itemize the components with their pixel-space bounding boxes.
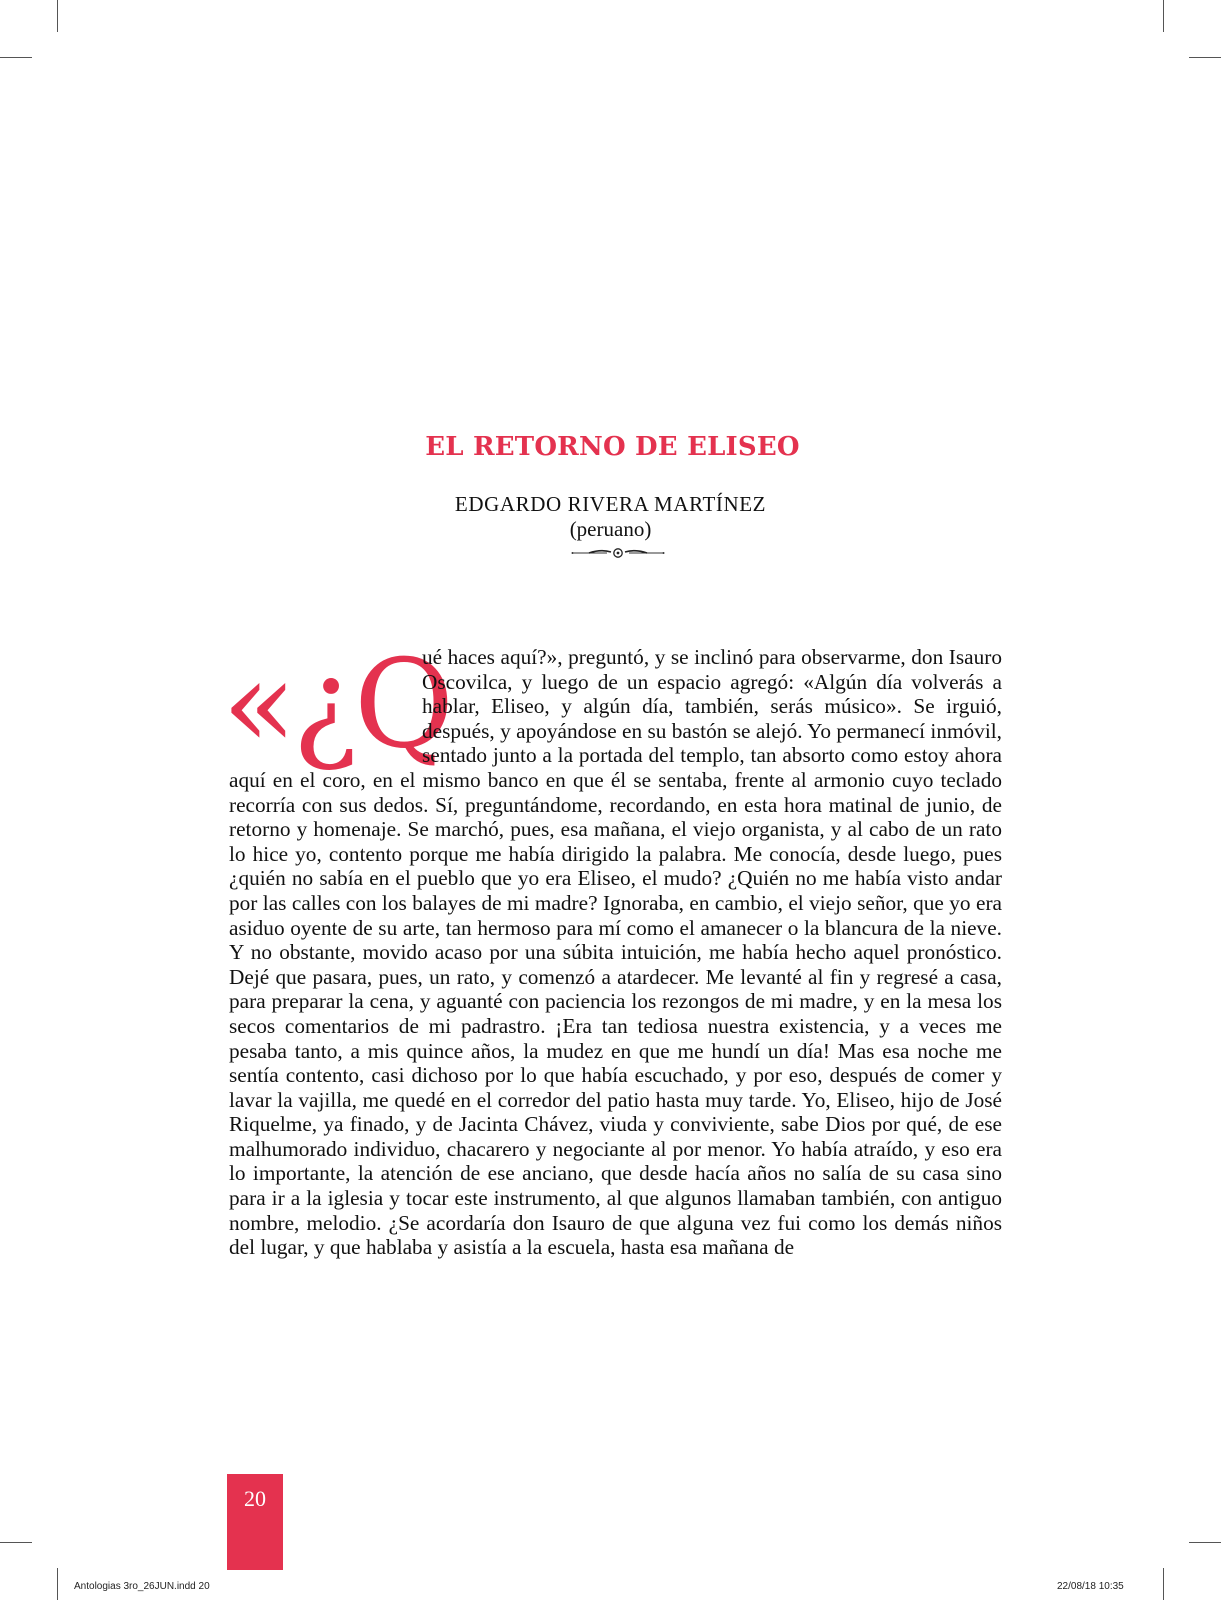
story-author: EDGARDO RIVERA MARTÍNEZ	[454, 492, 767, 516]
crop-mark	[1163, 1568, 1164, 1600]
story-title: EL RETORNO DE ELISEO	[425, 432, 800, 462]
drop-cap: «¿Q	[222, 633, 451, 775]
crop-mark	[1163, 0, 1164, 32]
slug-filename: Antologias 3ro_26JUN.indd 20	[74, 1581, 210, 1592]
crop-mark	[0, 57, 32, 58]
crop-mark	[57, 0, 58, 32]
slug-datetime: 22/08/18 10:35	[1057, 1581, 1124, 1592]
author-nationality: (peruano)	[569, 517, 652, 541]
crop-mark	[0, 1542, 32, 1543]
flourish-divider-icon	[571, 546, 665, 560]
crop-mark	[1189, 1542, 1221, 1543]
story-body-text: ué haces aquí?», preguntó, y se inclinó para observarme, don Isauro Oscovilca, y luego de un espacio agregó: «Algún día volverás a hablar, Eliseo, y algún día, también, serás músico». Se irguió, después, y apoyándose en su bastón se alejó. Yo permanecí inmóvil, sentado junto a la portada del templo, tan absorto como estoy ahora aquí en el coro, en el mismo banco en que él se sentaba, frente al armonio cuyo teclado recorría con sus dedos. Sí, preguntándome, recordando, en esta hora matinal de junio, de retorno y homenaje. Se marchó, pues, esa mañana, el viejo organista, y al cabo de un rato lo hice yo, contento porque me había dirigido la palabra. Me conocía, desde luego, pues ¿quién no sabía en el pueblo que yo era Eliseo, el mudo? ¿Quién no me había visto andar por las calles con los balayes de mi madre? Ignoraba, en cambio, el viejo señor, que yo era asiduo oyente de su arte, tan hermoso para mí como el amanecer o la blancura de la nieve. Y no obstante, movido acaso por una súbita intuición, me había hecho aquel pronóstico. Dejé que pasara, pues, un rato, y comenzó a atardecer. Me levanté al fin y regresé a casa, para preparar la cena, y aguanté con paciencia los rezongos de mi madre, y en la mesa los secos comentarios de mi padrastro. ¡Era tan tediosa nuestra existencia, y a veces me pesaba tanto, a mis quince años, la mudez en que me hundí un día! Mas esa noche me sentía contento, casi dichoso por lo que había escuchado, y por eso, después de comer y lavar la vajilla, me quedé en el corredor del patio hasta muy tarde. Yo, Eliseo, hijo de José Riquelme, ya finado, y de Jacinta Chávez, viuda y conviviente, sabe Dios por qué, de ese malhumorado individuo, chacarero y negociante al por menor. Yo había atraído, y eso era lo importante, la atención de ese anciano, que desde hacía años no salía de su casa sino para ir a la iglesia y tocar este instrumento, al que algunos llamaban también, con antiguo nombre, melodio. ¿Se acordaría don Isauro de que alguna vez fui como los demás niños del lugar, y que hablaba y asistía a la escuela, hasta esa mañana de	[229, 645, 1002, 1260]
crop-mark	[1189, 57, 1221, 58]
story-body	[222, 633, 1002, 1260]
page-number-tab	[227, 1474, 283, 1570]
crop-mark	[57, 1568, 58, 1600]
page-number: 20	[244, 1486, 266, 1511]
